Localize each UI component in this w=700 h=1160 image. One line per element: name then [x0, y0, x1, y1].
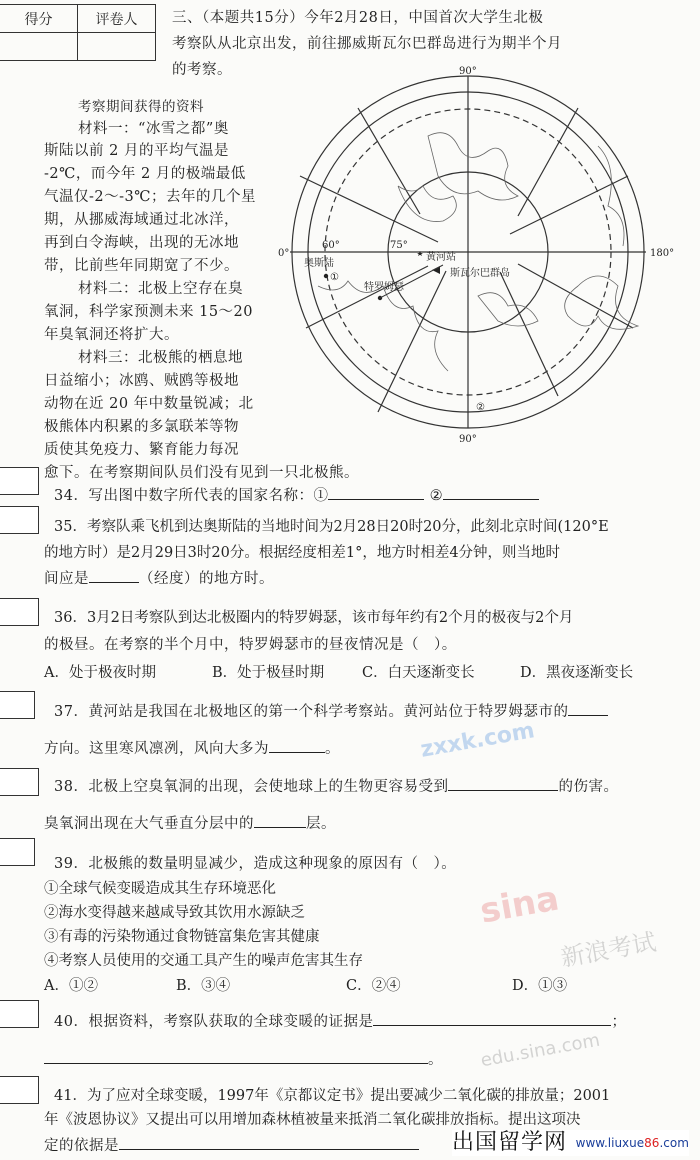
- q40-blank-2[interactable]: [44, 1049, 428, 1064]
- map-label-right: 180°: [650, 248, 675, 259]
- map-label-num1: ①: [330, 272, 339, 283]
- score-cell[interactable]: [0, 33, 78, 61]
- material-line: -2℃，而今年 2 月的极端最低: [44, 166, 246, 182]
- map-label-svalbard: 斯瓦尔巴群岛: [450, 268, 510, 279]
- q39-item: ①全球气候变暖造成其生存环境恶化: [44, 881, 276, 897]
- q36-score-box[interactable]: [0, 598, 39, 626]
- map-label-left: 0°: [278, 248, 290, 259]
- material-line: 氧洞，科学家预测未来 15～20: [44, 304, 254, 320]
- q39-option-a[interactable]: A．①②: [44, 978, 98, 994]
- q37-text-b: 方向。这里寒风凛冽，风向大多为: [44, 741, 269, 757]
- q36-option-d[interactable]: D．黑夜逐渐变长: [520, 665, 634, 681]
- q41-blank[interactable]: [119, 1135, 419, 1150]
- material-line: 材料一：“冰雪之都”奥: [78, 121, 229, 137]
- arctic-map: [278, 66, 698, 446]
- q40-line-1: [54, 1010, 626, 1031]
- q41-score-box[interactable]: [0, 1076, 39, 1104]
- q37-blank-1[interactable]: [568, 701, 608, 716]
- q40-score-box[interactable]: [0, 1000, 39, 1028]
- q40-text: 40．根据资料，考察队获取的全球变暖的证据是: [54, 1014, 374, 1030]
- q37-text: 37．黄河站是我国在北极地区的第一个科学考察站。黄河站位于特罗姆瑟市的: [54, 704, 569, 720]
- material-line: 气温仅-2～-3℃；去年的几个星: [44, 189, 256, 205]
- q37-line-2: [44, 737, 340, 758]
- url-part: 86: [644, 1136, 660, 1150]
- intro-line: 考察队从北京出发，前往挪威斯瓦尔巴群岛进行为期半个月: [172, 36, 562, 52]
- q38-end: 的伤害。: [558, 779, 619, 795]
- q34-score-box[interactable]: [0, 467, 39, 495]
- q38-line-1: [54, 775, 618, 796]
- q36-option-c[interactable]: C．白天逐渐变长: [362, 665, 475, 681]
- q36-line-2: 的极昼。在考察的半个月中，特罗姆瑟市的昼夜情况是（ ）。: [44, 637, 457, 653]
- q41-line-2: 年《波恩协议》又提出可以用增加森林植被量来抵消二氧化碳排放指标。提出这项决: [44, 1112, 581, 1128]
- material-line: 质使其免疫力、繁育能力每况: [44, 442, 239, 458]
- q38-blank-1[interactable]: [448, 776, 558, 791]
- grader-cell[interactable]: [78, 33, 156, 61]
- material-line: 年臭氧洞还将扩大。: [44, 327, 179, 343]
- score-header: 得分: [0, 5, 78, 33]
- q34-prompt: 34．写出图中数字所代表的国家名称：①: [54, 488, 329, 504]
- map-label-60: 60°: [322, 240, 340, 251]
- q37-end: 。: [325, 741, 340, 757]
- q36-line-1: 36．3月2日考察队到达北极圈内的特罗姆瑟，该市每年约有2个月的极夜与2个月: [54, 610, 574, 626]
- grader-header: 评卷人: [78, 5, 156, 33]
- q34-blank-2[interactable]: [443, 485, 539, 500]
- q36-option-b[interactable]: B．处于极昼时期: [212, 665, 325, 681]
- material-line: 带，比前些年同期宽了不少。: [44, 258, 239, 274]
- q39-item: ②海水变得越来越咸导致其饮用水源缺乏: [44, 905, 305, 921]
- q37-blank-2[interactable]: [269, 738, 325, 753]
- q37-score-box[interactable]: [0, 691, 35, 719]
- material-line: 材料二：北极上空存在臭: [78, 281, 243, 297]
- q39-item: ④考察人员使用的交通工具产生的噪声危害其生存: [44, 953, 363, 969]
- intro-line: 的考察。: [172, 62, 232, 78]
- q36-option-a[interactable]: A．处于极夜时期: [44, 665, 156, 681]
- score-table: [0, 4, 156, 61]
- material-line: 材料三：北极熊的栖息地: [78, 350, 243, 366]
- q39-option-c[interactable]: C．②④: [346, 978, 401, 994]
- q38-score-box[interactable]: [0, 768, 39, 796]
- watermark-edu: edu.sina.com: [479, 1029, 602, 1072]
- map-label-tromso: 特罗姆瑟: [364, 282, 404, 293]
- material-line: 动物在近 20 年中数量锐减；北: [44, 396, 254, 412]
- q35-line-3: [44, 567, 274, 588]
- site-logo-title: 出国留学网: [452, 1130, 568, 1155]
- material-line: 极熊体内积累的多氯联苯等物: [44, 419, 239, 435]
- q35-text-a: 间应是: [44, 571, 89, 587]
- q35-score-box[interactable]: [0, 506, 39, 534]
- q40-blank-1[interactable]: [373, 1011, 611, 1026]
- q38-line-2: [44, 812, 336, 833]
- q39-line-1: 39．北极熊的数量明显减少，造成这种现象的原因有（ ）。: [54, 856, 457, 872]
- q39-score-box[interactable]: [0, 838, 35, 866]
- watermark-xinlang: 新浪考试: [558, 927, 659, 973]
- url-part: .com: [659, 1136, 689, 1150]
- q39-item: ③有毒的污染物通过食物链富集危害其健康: [44, 929, 320, 945]
- q39-option-d[interactable]: D．①③: [512, 978, 568, 994]
- q41-line-3: [44, 1134, 419, 1155]
- map-label-num2: ②: [476, 402, 485, 413]
- map-label-huanghe: 黄河站: [426, 252, 456, 263]
- q35-blank[interactable]: [89, 568, 139, 583]
- q35-text-b: （经度）的地方时。: [139, 571, 274, 587]
- q35-line-1: 35．考察队乘飞机到达奥斯陆的当地时间为2月28日20时20分，此刻北京时间(120°E: [54, 519, 609, 535]
- q41-line-1: 41．为了应对全球变暖，1997年《京都议定书》提出要减少二氧化碳的排放量；2001: [54, 1088, 611, 1104]
- q38-blank-2[interactable]: [254, 813, 306, 828]
- q35-line-2: 的地方时）是2月29日3时20分。根据经度相差1°，地方时相差4分钟，则当地时: [44, 545, 561, 561]
- q34-blank-1[interactable]: [328, 485, 424, 500]
- site-logo-url: [576, 1130, 689, 1156]
- url-part: www.liuxue: [575, 1136, 645, 1150]
- q39-option-b[interactable]: B．③④: [176, 978, 231, 994]
- material-line: 再到白令海峡，出现的无冰地: [44, 235, 239, 251]
- q38-text: 38．北极上空臭氧洞的出现，会使地球上的生物更容易受到: [54, 779, 449, 795]
- q38-text-b: 臭氧洞出现在大气垂直分层中的: [44, 816, 254, 832]
- site-logo: [452, 1130, 689, 1156]
- map-label-75: 75°: [390, 240, 408, 251]
- watermark-zxxk: zxxk.com: [418, 718, 537, 763]
- q37-line-1: [54, 700, 608, 721]
- q34-label-2: ②: [429, 488, 444, 504]
- material-line: 愈下。在考察期间队员们没有见到一只北极熊。: [44, 465, 359, 481]
- watermark-sina: sina: [477, 878, 562, 932]
- map-label-top: 90°: [459, 66, 477, 77]
- map-label-bottom: 90°: [459, 434, 477, 445]
- q41-text: 定的依据是: [44, 1138, 119, 1154]
- q40-semicolon: ；: [611, 1014, 627, 1030]
- material-line: 日益缩小；冰鸥、贼鸥等极地: [44, 373, 239, 389]
- intro-line: 三、（本题共15分）今年2月28日，中国首次大学生北极: [172, 10, 544, 26]
- q34-text: [54, 484, 539, 505]
- q40-line-2: [44, 1048, 443, 1069]
- materials-title: 考察期间获得的资料: [78, 99, 204, 115]
- q38-end-b: 层。: [306, 816, 336, 832]
- material-line: 期，从挪威海域通过北冰洋，: [44, 212, 239, 228]
- q40-period: 。: [428, 1052, 443, 1068]
- map-label-oslo: 奥斯陆: [304, 258, 334, 269]
- material-line: 斯陆以前 2 月的平均气温是: [44, 143, 229, 159]
